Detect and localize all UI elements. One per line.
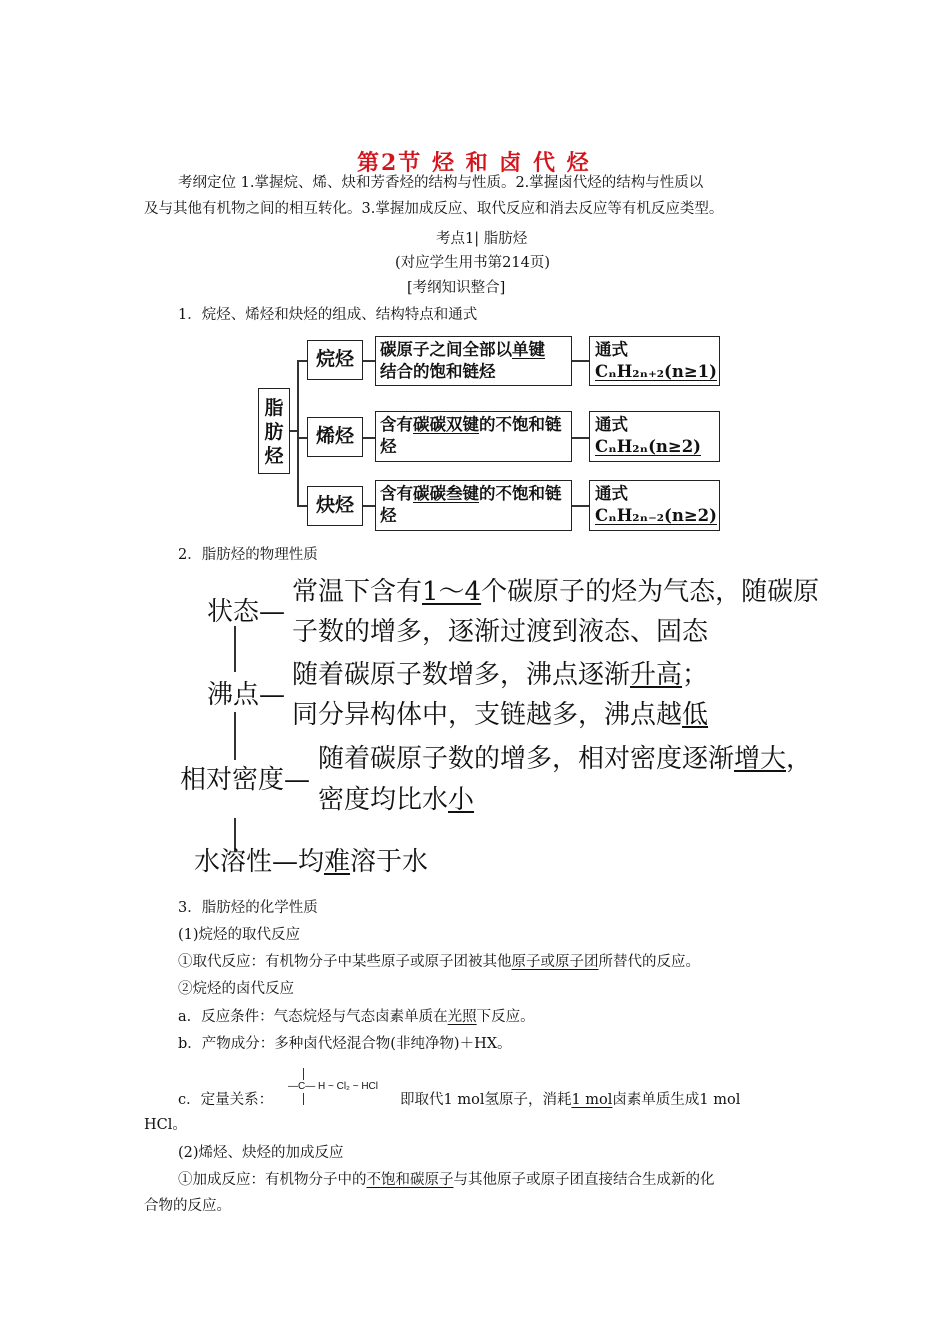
text: 与其他原子或原子团直接结合生成新的化 <box>453 1172 715 1188</box>
alkene-box: 烯烃 <box>307 417 363 457</box>
alkene-description <box>375 411 572 462</box>
state-text: 常温下含有 <box>292 577 423 607</box>
desc-underline: 碳碳叁键 <box>413 484 479 503</box>
intro-line-2: 及与其他有机物之间的相互转化。3.掌握加成反应、取代反应和消去反应等有机反应类型。 <box>144 201 724 217</box>
density-line-2 <box>318 780 474 820</box>
formula-label: 通式 <box>595 340 628 359</box>
underlined-text: 原子或原子团 <box>511 954 599 970</box>
connector <box>297 360 307 362</box>
text: 卤素单质生成1 mol <box>612 1092 741 1108</box>
para-products: b．产物成分：多种卤代烃混合物(非纯净物)＋HX。 <box>178 1036 512 1052</box>
bond-line <box>303 1093 304 1105</box>
connector <box>363 360 375 362</box>
underlined-text: 光照 <box>447 1009 477 1025</box>
state-line-1 <box>292 572 819 612</box>
bp-text: 随着碳原子数增多，沸点逐渐 <box>292 660 631 690</box>
text: ①取代反应：有机物分子中某些原子或原子团被其他 <box>178 954 512 970</box>
connector <box>572 505 589 507</box>
boiling-point-line-1 <box>292 655 708 695</box>
desc-text: 含有 <box>380 415 413 434</box>
book-reference: (对应学生用书第214页) <box>395 255 550 271</box>
desc-text: 碳原子之间全部以 <box>380 340 512 359</box>
alkane-description <box>375 336 572 386</box>
text: 下反应。 <box>476 1009 535 1025</box>
connector <box>297 437 307 439</box>
heading-3: 3．脂肪烃的化学性质 <box>178 900 318 916</box>
root-box: 脂肪烃 <box>258 388 290 474</box>
alkyne-box: 炔烃 <box>307 486 363 526</box>
text: 即取代1 mol氢原子，消耗 <box>400 1092 572 1108</box>
para-alkane-substitution: (1)烷烃的取代反应 <box>178 927 301 943</box>
formula-value: CₙH₂ₙ₊₂(n≥1) <box>595 362 717 381</box>
density-text: 随着碳原子数的增多，相对密度逐渐 <box>318 744 735 774</box>
density-text: ， <box>786 744 813 774</box>
underlined-text: 1 mol <box>571 1092 613 1108</box>
connector <box>572 437 589 439</box>
desc-text: 结合的饱和链烃 <box>380 362 496 381</box>
connector <box>234 626 236 672</box>
formula-text: —C— H ~ Cl₂ ~ HCl <box>288 1081 379 1092</box>
density-underline: 小 <box>448 785 475 815</box>
formula-label: 通式 <box>595 484 628 503</box>
state-label: 状态— <box>207 597 286 627</box>
para-addition-def-end: 合物的反应。 <box>144 1198 231 1214</box>
solubility-underline: 难 <box>324 847 351 877</box>
density-underline: 增大 <box>734 744 787 774</box>
bp-underline: 升高 <box>630 660 683 690</box>
bp-text: ； <box>682 660 709 690</box>
para-quantitative: c．定量关系： <box>178 1092 274 1108</box>
underlined-text: 不饱和碳原子 <box>366 1172 454 1188</box>
alkyne-formula-box <box>589 480 720 531</box>
desc-underline: 单键 <box>512 340 545 359</box>
formula-value: CₙH₂ₙ₋₂(n≥2) <box>595 506 717 525</box>
connector <box>363 505 375 507</box>
para-addition: (2)烯烃、炔烃的加成反应 <box>178 1145 344 1161</box>
desc-text: 的不饱和链烃 <box>380 415 562 456</box>
boiling-point-label: 沸点— <box>207 680 286 710</box>
density-label: 相对密度— <box>180 765 311 795</box>
para-addition-def <box>178 1170 715 1190</box>
desc-underline: 碳碳双键 <box>413 415 479 434</box>
formula-value: CₙH₂ₙ(n≥2) <box>595 437 701 456</box>
text: a．反应条件：气态烷烃与气态卤素单质在 <box>178 1009 448 1025</box>
page-title: 第2节 烃 和 卤 代 烃 <box>357 150 591 176</box>
solubility-text: 溶于水 <box>350 847 429 877</box>
para-quantitative-end: HCl。 <box>144 1117 187 1133</box>
para-substitution-def <box>178 952 700 972</box>
bp-text: 同分异构体中，支链越多，沸点越 <box>292 700 683 730</box>
heading-1: 1．烷烃、烯烃和炔烃的组成、结构特点和通式 <box>178 307 478 323</box>
text: 所替代的反应。 <box>598 954 700 970</box>
density-text: 密度均比水 <box>318 785 449 815</box>
intro-line-1: 考纲定位 1.掌握烷、烯、炔和芳香烃的结构与性质。2.掌握卤代烃的结构与性质以 <box>178 175 704 191</box>
alkene-formula-box <box>589 411 720 462</box>
para-condition <box>178 1007 535 1027</box>
alkyne-description <box>375 480 572 531</box>
density-line-1 <box>318 739 812 779</box>
connector <box>363 437 375 439</box>
text: ①加成反应：有机物分子中的 <box>178 1172 367 1188</box>
formula-label: 通式 <box>595 415 628 434</box>
desc-text: 含有 <box>380 484 413 503</box>
quantitative-formula <box>288 1068 400 1106</box>
state-underline: 1～4 <box>422 577 482 607</box>
para-halogenation: ②烷烃的卤代反应 <box>178 981 294 997</box>
solubility-text: 水溶性—均 <box>194 847 325 877</box>
connector <box>297 505 307 507</box>
connector <box>572 360 589 362</box>
bp-underline: 低 <box>682 700 709 730</box>
solubility-line <box>194 842 428 882</box>
bond-line <box>303 1068 304 1080</box>
alkane-formula-box <box>589 336 720 386</box>
heading-2: 2．脂肪烃的物理性质 <box>178 547 318 563</box>
connector <box>234 712 236 760</box>
connector <box>297 360 299 506</box>
kaodian-heading: 考点1| 脂肪烃 <box>436 231 528 247</box>
para-quantitative-rest <box>400 1090 740 1110</box>
state-line-2: 子数的增多，逐渐过渡到液态、固态 <box>292 617 709 647</box>
alkane-box: 烷烃 <box>307 340 363 380</box>
state-text: 个碳原子的烃为气态，随碳原 <box>481 577 820 607</box>
boiling-point-line-2 <box>292 695 708 735</box>
section-subheading: [考纲知识整合] <box>407 280 506 296</box>
desc-text: 的不饱和链烃 <box>380 484 562 525</box>
